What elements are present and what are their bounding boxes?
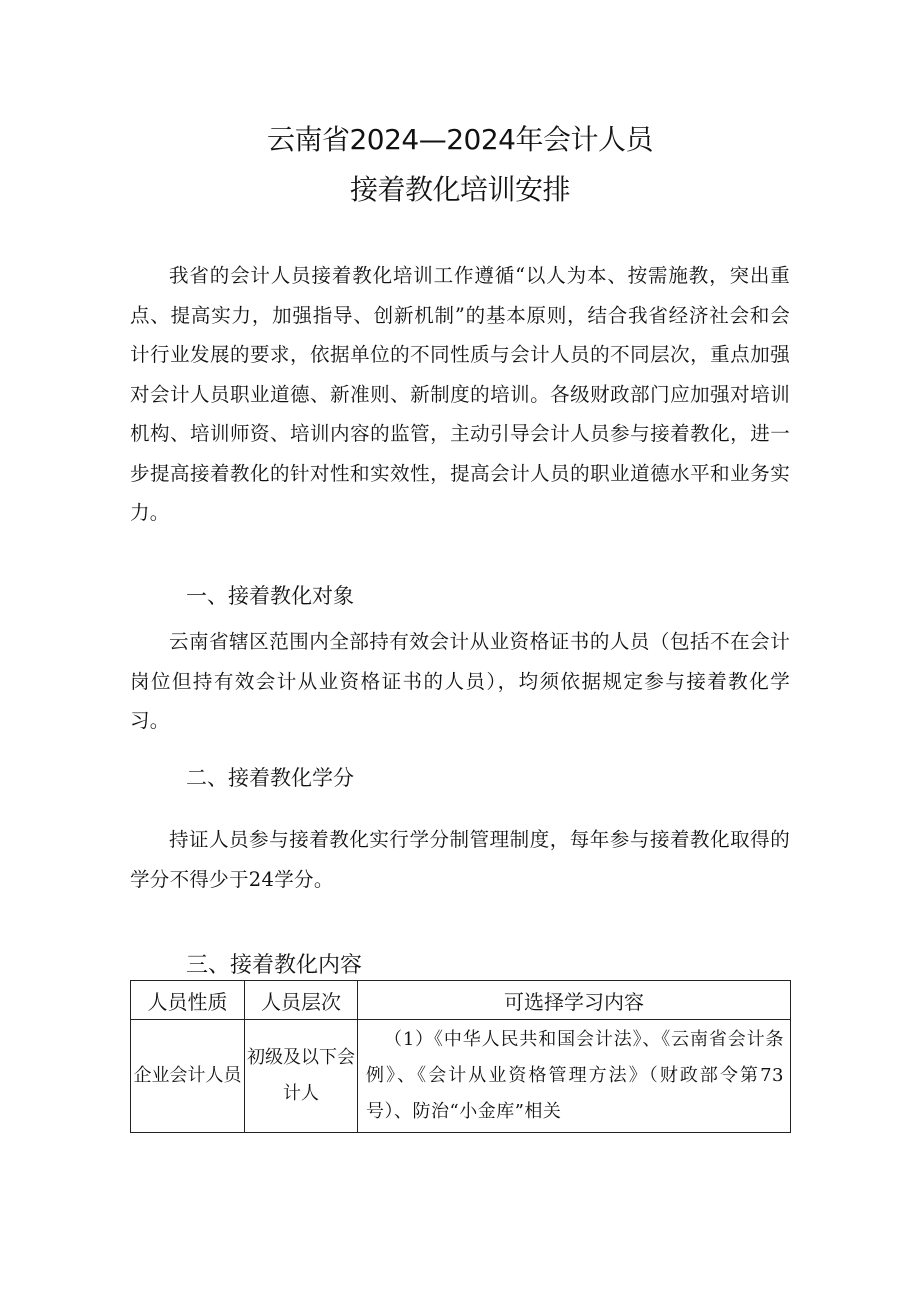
cell-level: 初级及以下会计人 bbox=[245, 1020, 358, 1133]
column-header-level: 人员层次 bbox=[245, 981, 358, 1020]
document-title-line-2: 接着教化培训安排 bbox=[349, 173, 570, 206]
section-body-credits: 持证人员参与接着教化实行学分制管理制度，每年参与接着教化取得的学分不得少于24学分。 bbox=[130, 828, 790, 891]
cell-nature: 企业会计人员 bbox=[131, 1020, 245, 1133]
content-table bbox=[130, 980, 791, 1133]
table-row bbox=[131, 1020, 791, 1133]
document-title-line-1: 云南省2024—2024年会计人员 bbox=[266, 123, 654, 156]
column-header-content: 可选择学习内容 bbox=[358, 981, 791, 1020]
section-heading-credits: 二、接着教化学分 bbox=[186, 766, 354, 790]
section-heading-content: 三、接着教化内容 bbox=[186, 953, 363, 978]
column-header-nature: 人员性质 bbox=[131, 981, 245, 1020]
section-heading-targets: 一、接着教化对象 bbox=[186, 584, 354, 608]
intro-paragraph: 我省的会计人员接着教化培训工作遵循“以人为本、按需施教，突出重点、提高实力，加强指导、创新机制”的基本原则，结合我省经济社会和会计行业发展的要求，依据单位的不同性质与会计人员的不同层次，重点加强对会计人员职业道德、新准则、新制度的培训。各级财政部门应加强对培训机构、培训师资、培训内容的监管，主动引导会计人员参与接着教化，进一步提高接着教化的针对性和实效性，提高会计人员的职业道德水平和业务实力。 bbox=[130, 264, 790, 524]
section-body-targets: 云南省辖区范围内全部持有效会计从业资格证书的人员（包括不在会计岗位但持有效会计从业资格证书的人员），均须依据规定参与接着教化学习。 bbox=[130, 630, 790, 732]
table-header-row bbox=[131, 981, 791, 1020]
cell-content: （1）《中华人民共和国会计法》、《云南省会计条例》、《会计从业资格管理方法》（财政部令第73号）、防治“小金库”相关 bbox=[358, 1020, 791, 1133]
